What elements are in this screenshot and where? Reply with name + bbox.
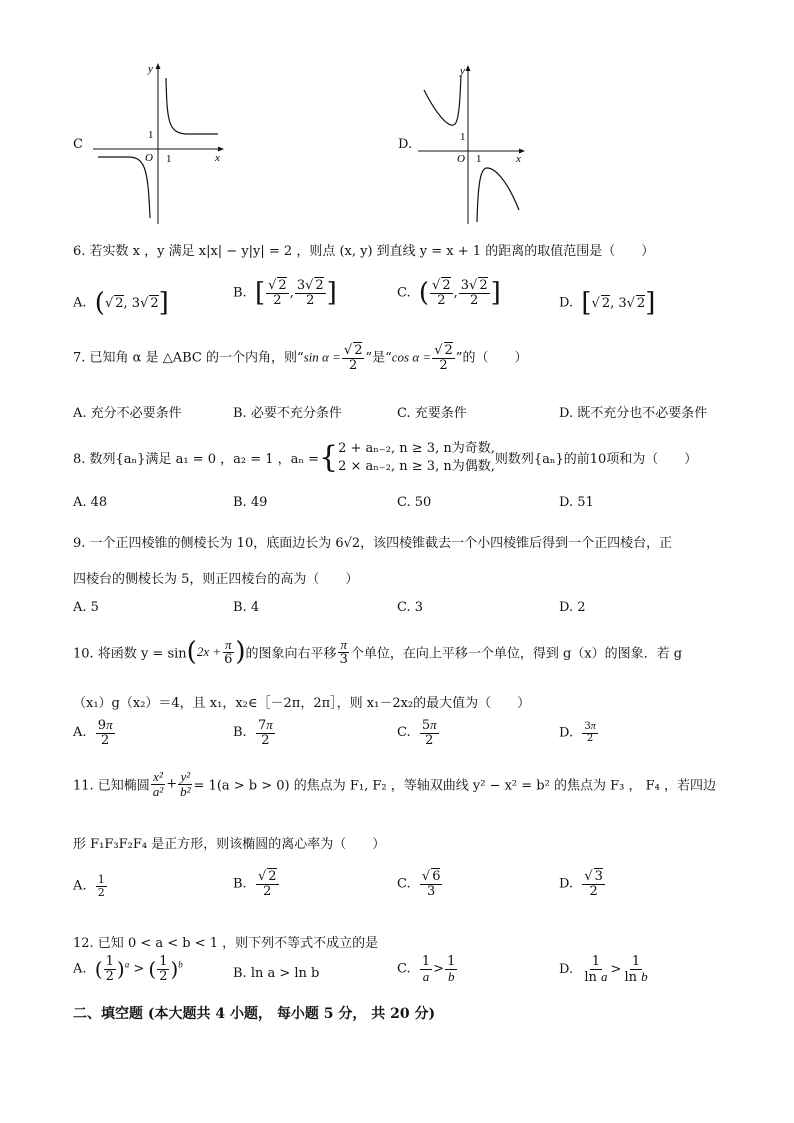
x-axis-label: x bbox=[516, 153, 521, 165]
q11-option-d: D. $\frac{√ 3}{2}$ bbox=[559, 869, 603, 899]
question-8-stem: 8. 数列{aₙ}满足 a₁ = 0 ，a₂ = 1 ，aₙ ={ 2 + aₙ₋₂, n ≥ 3, n为奇数, 2 × aₙ₋₂, n ≥ 3, n为偶数, 则数列{aₙ}的前10项和为（ ） bbox=[73, 440, 698, 476]
section-2-heading: 二、填空题 (本大题共 4 小题， 每小题 5 分， 共 20 分) bbox=[73, 1006, 436, 1022]
question-12-stem: 12. 已知 0 < a < b < 1 ，则下列不等式不成立的是 bbox=[73, 936, 379, 951]
question-6-stem: 6. 若实数 x ，y 满足 x|x| − y|y| = 2 ，则点 (x, y) 到直线 y = x + 1 的距离的取值范围是（ ） bbox=[73, 244, 655, 259]
graph-option-c bbox=[88, 58, 228, 226]
q6-option-c: C. ( $\frac{√ 2}{2}$ , $\frac{3√ 2}{2}$ ] bbox=[397, 277, 501, 308]
q7-option-a: A. 充分不必要条件 bbox=[73, 406, 182, 421]
graph-option-d bbox=[415, 60, 535, 226]
q9-option-b: B. 4 bbox=[233, 600, 260, 615]
q12-option-c: C. $\frac{1}{a}$ > $\frac{1}{b}$ bbox=[397, 954, 456, 984]
q7-option-d: D. 既不充分也不必要条件 bbox=[559, 406, 708, 421]
q12-option-a: A. ( $\frac{1}{2}$ )$^a$ > ( $\frac{1}{2}$ )$^b$ bbox=[73, 954, 183, 984]
q6-option-a: A. (√ 2, 3√ 2] bbox=[73, 288, 169, 318]
y-one-label: 1 bbox=[460, 131, 466, 143]
q9-option-d: D. 2 bbox=[559, 600, 586, 615]
question-11-line-1: 11. 已知椭圆 $\frac{\text{x²}}{\text{a²}}$ + $\frac{\text{y²}}{\text{b²}}$ = 1(a > b > 0) 的焦点为 F₁, F₂ ，等轴双曲线 y² − x² = b² 的焦点为 F₃ ， F₄ ，若四边 bbox=[73, 769, 716, 799]
q11-option-a: A. $\frac{1}{2}$ bbox=[73, 873, 105, 899]
option-c-label: C bbox=[73, 137, 83, 152]
question-9-line-1: 9. 一个正四棱锥的侧棱长为 10，底面边长为 6√2，该四棱锥截去一个小四棱锥后得到一个正四棱台，正 bbox=[73, 536, 673, 551]
q12-option-b: B. ln a > ln b bbox=[233, 966, 320, 981]
question-7-stem: 7. 已知角 α 是 △ABC 的一个内角，则“sin α = $\frac{√ 2}{2}$ ”是“cos α = $\frac{√ 2}{2}$ ”的（ ） bbox=[73, 343, 528, 373]
x-one-label: 1 bbox=[166, 153, 172, 165]
q11-option-b: B. $\frac{√ 2}{2}$ bbox=[233, 869, 277, 899]
q11-option-c: C. $\frac{√ 6}{3}$ bbox=[397, 869, 441, 899]
q9-option-c: C. 3 bbox=[397, 600, 424, 615]
option-d-label: D. bbox=[398, 137, 413, 152]
q6-option-b: B. [ $\frac{√ 2}{2}$ , $\frac{3√ 2}{2}$ ] bbox=[233, 277, 337, 308]
origin-label: O bbox=[145, 152, 153, 164]
q7-option-c: C. 充要条件 bbox=[397, 406, 467, 421]
q8-option-c: C. 50 bbox=[397, 495, 432, 510]
q8-option-d: D. 51 bbox=[559, 495, 594, 510]
origin-label: O bbox=[457, 153, 465, 165]
question-10-line-1: 10. 将函数 y = sin(2x + $\frac{\pi}{6}$ )的图象向右平移 $\frac{\pi}{3}$ 个单位，在向上平移一个单位，得到 g（x）的图象．若 g bbox=[73, 636, 683, 667]
question-9-line-2: 四棱台的侧棱长为 5，则正四棱台的高为（ ） bbox=[73, 572, 359, 587]
q7-option-b: B. 必要不充分条件 bbox=[233, 406, 342, 421]
q8-option-b: B. 49 bbox=[233, 495, 268, 510]
x-axis-label: x bbox=[215, 152, 220, 164]
q10-option-a: A. $\frac{9\pi}{2}$ bbox=[73, 717, 113, 748]
x-one-label: 1 bbox=[476, 153, 482, 165]
q6-option-d: D. [√ 2, 3√ 2] bbox=[559, 288, 656, 318]
q10-option-c: C. $\frac{5\pi}{2}$ bbox=[397, 717, 437, 748]
q12-option-d: D. $\frac{1}{\text{ln a}}$ > $\frac{1}{\text{ln b}}$ bbox=[559, 954, 648, 985]
y-one-label: 1 bbox=[148, 129, 154, 141]
q9-option-a: A. 5 bbox=[73, 600, 99, 615]
q10-option-b: B. $\frac{7\pi}{2}$ bbox=[233, 717, 273, 748]
q8-option-a: A. 48 bbox=[73, 495, 108, 510]
question-11-line-2: 形 F₁F₃F₂F₄ 是正方形，则该椭圆的离心率为（ ） bbox=[73, 837, 386, 852]
q10-option-d: D. $\frac{3\pi}{2}$ bbox=[559, 721, 596, 744]
question-10-line-2: （x₁）g（x₂）＝4，且 x₁，x₂∈［－2π，2π］，则 x₁－2x₂的最大值为（ ） bbox=[73, 696, 531, 711]
y-axis-label: y bbox=[460, 65, 465, 77]
y-axis-label: y bbox=[148, 63, 153, 75]
